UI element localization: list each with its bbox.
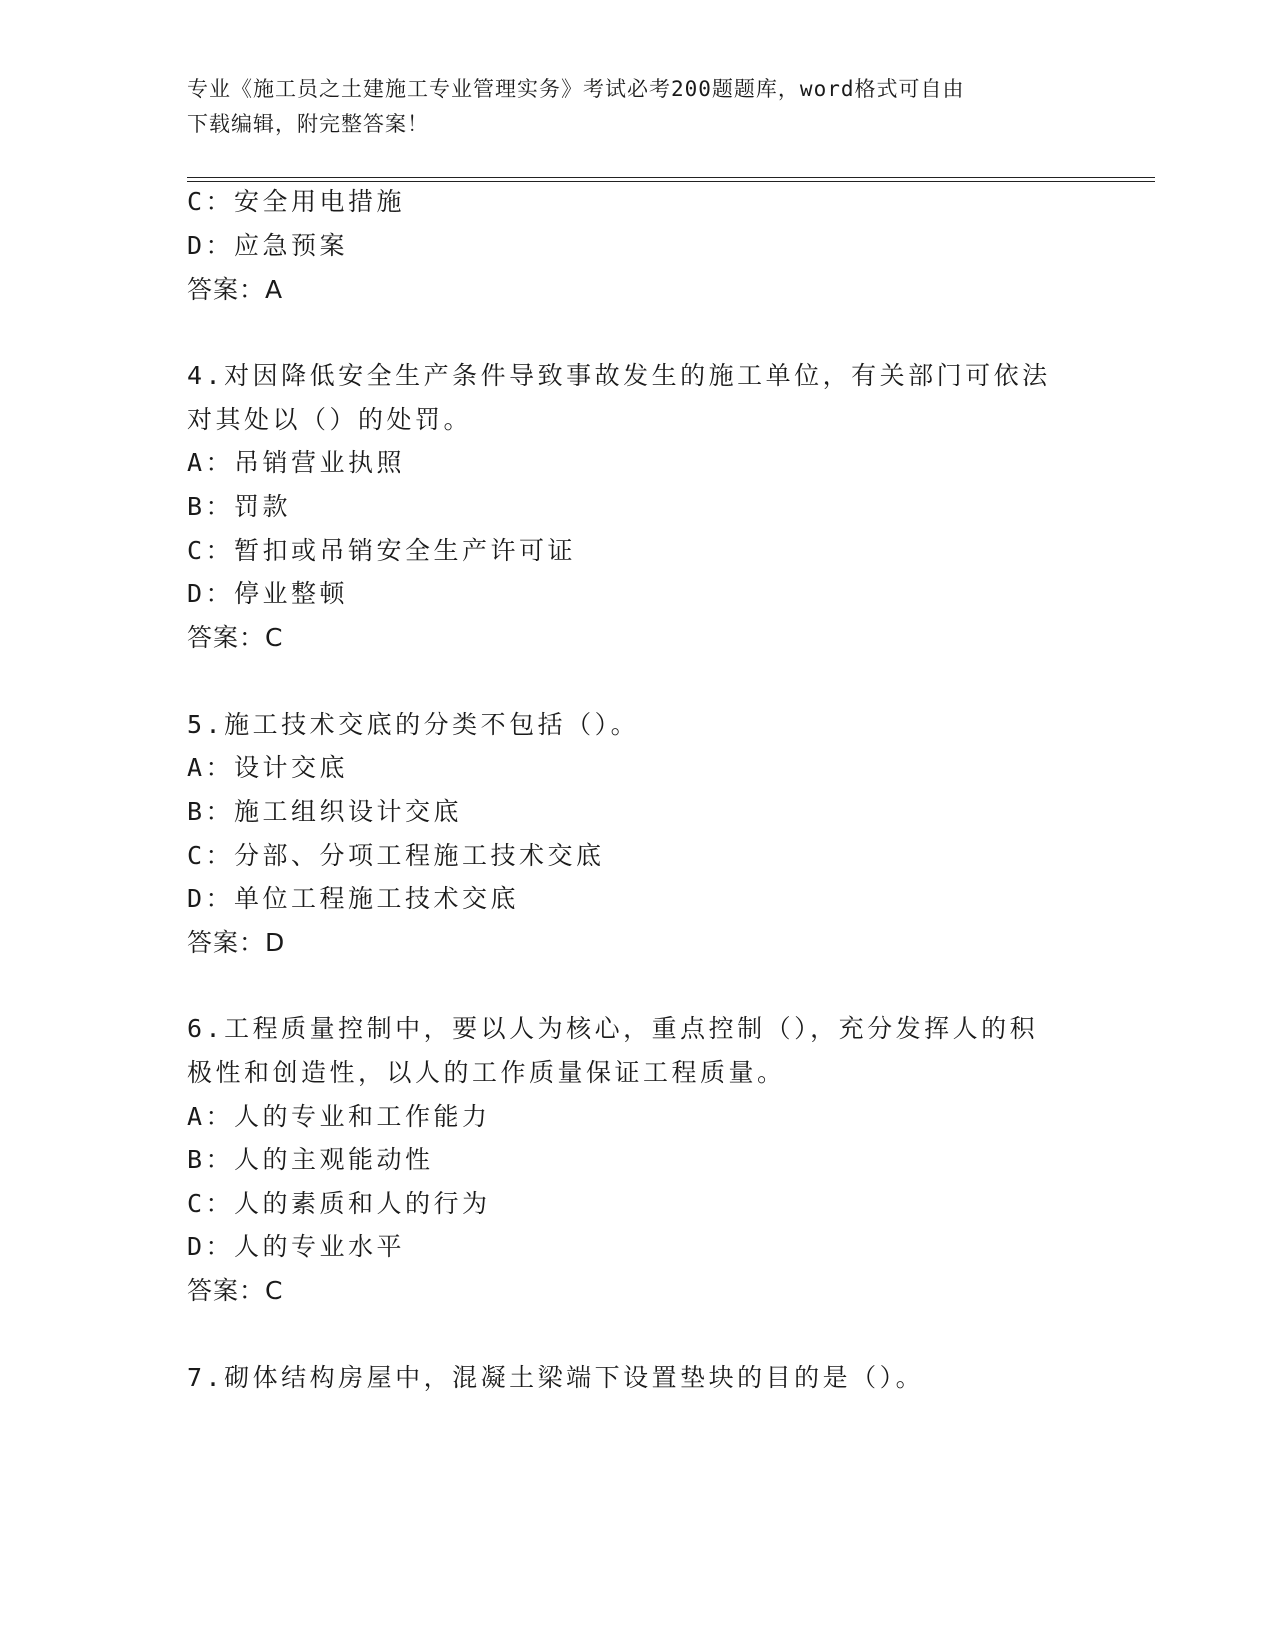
q7-stem-line-1: 7.砌体结构房屋中，混凝土梁端下设置垫块的目的是（）。 (187, 1363, 925, 1392)
q3-option-d: D：应急预案 (187, 231, 349, 260)
q5-option-b: B：施工组织设计交底 (187, 797, 463, 826)
q6-option-c: C：人的素质和人的行为 (187, 1189, 491, 1218)
q6-option-d: D：人的专业水平 (187, 1232, 406, 1261)
q4-answer: 答案：C (187, 623, 284, 652)
q5-option-d: D：单位工程施工技术交底 (187, 884, 520, 913)
q5-option-c: C：分部、分项工程施工技术交底 (187, 841, 605, 870)
q4-option-d: D：停业整顿 (187, 579, 349, 608)
q4-option-c: C：暂扣或吊销安全生产许可证 (187, 536, 577, 565)
q5-option-a: A：设计交底 (187, 753, 349, 782)
q4-option-b: B：罚款 (187, 492, 292, 521)
q6-stem-line-1: 6.工程质量控制中，要以人为核心，重点控制（），充分发挥人的积 (187, 1014, 1039, 1043)
q4-option-a: A：吊销营业执照 (187, 448, 406, 477)
q5-stem-line-1: 5.施工技术交底的分类不包括（）。 (187, 710, 640, 739)
document-header (187, 72, 1067, 142)
header-divider (187, 177, 1155, 182)
header-line-1: 专业《施工员之土建施工专业管理实务》考试必考200题题库，word格式可自由 (187, 77, 965, 101)
q6-stem-line-2: 极性和创造性，以人的工作质量保证工程质量。 (187, 1058, 786, 1087)
header-line-2: 下载编辑，附完整答案！ (187, 112, 429, 136)
q5-answer: 答案：D (187, 928, 286, 957)
q3-answer: 答案：A (187, 275, 284, 304)
q4-stem-line-2: 对其处以（）的处罚。 (187, 405, 473, 434)
q6-answer: 答案：C (187, 1276, 284, 1305)
q4-stem-line-1: 4.对因降低安全生产条件导致事故发生的施工单位，有关部门可依法 (187, 361, 1051, 390)
q6-option-a: A：人的专业和工作能力 (187, 1102, 491, 1131)
q3-option-c: C：安全用电措施 (187, 187, 406, 216)
q6-option-b: B：人的主观能动性 (187, 1145, 434, 1174)
